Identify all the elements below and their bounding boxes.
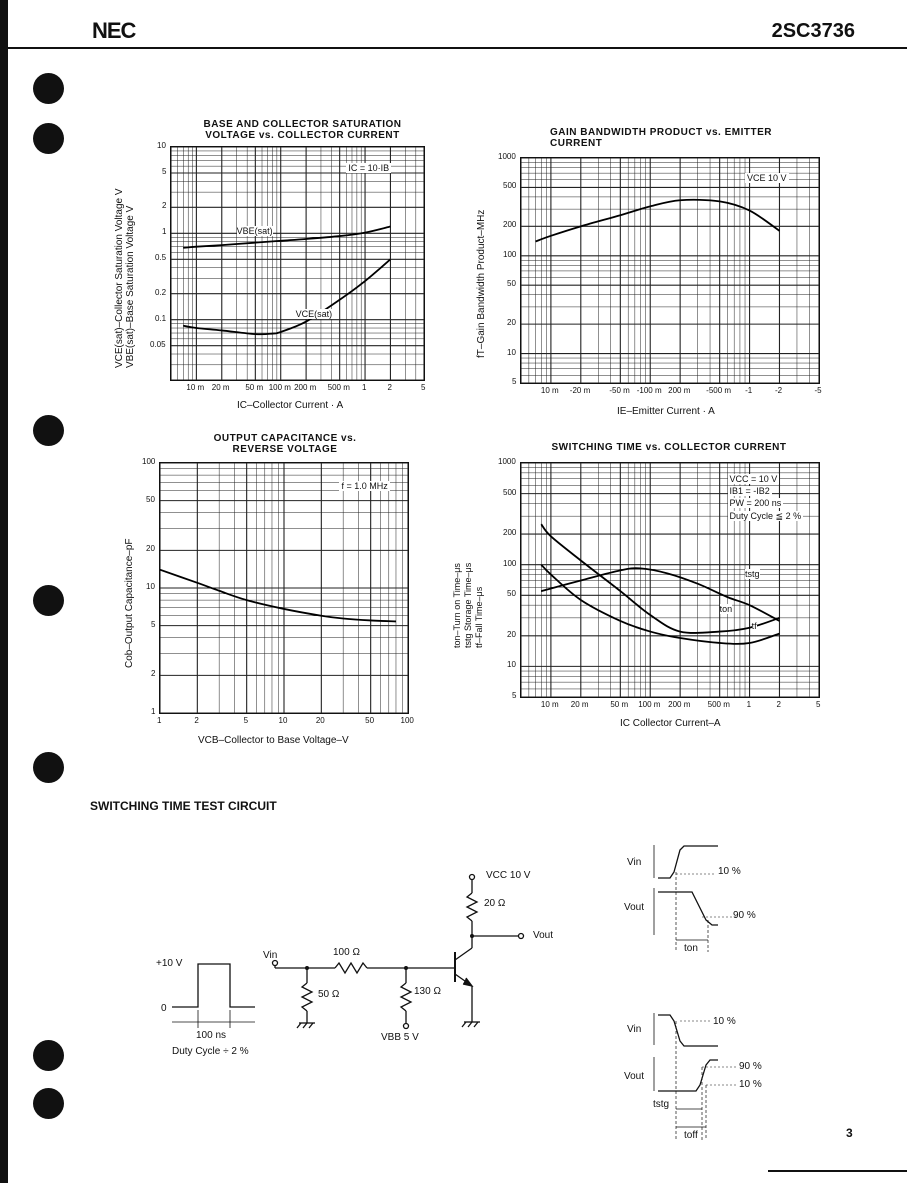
y-tick-label: 5 — [512, 691, 517, 700]
series-line-tf — [541, 565, 779, 644]
y-tick-label: 10 — [507, 347, 516, 357]
header-rule — [8, 47, 907, 49]
x-tick-label: 100 m — [638, 700, 661, 709]
chart-title-switching-time: SWITCHING TIME vs. COLLECTOR CURRENT — [551, 442, 787, 453]
punch-hole — [33, 752, 64, 783]
y-tick-label: 1 — [151, 707, 156, 716]
x-tick-label: -100 m — [636, 386, 662, 395]
series-label: tstg — [745, 569, 760, 580]
y-tick-label: 0.05 — [150, 339, 166, 349]
toff-90pct-label: 90 % — [739, 1061, 762, 1072]
y-tick-label: 0.1 — [155, 313, 167, 323]
x-tick-label: 500 m — [707, 700, 730, 709]
y-tick-label: 10 — [507, 660, 516, 670]
y-tick-label: 100 — [503, 558, 517, 568]
toff-waveform — [640, 1005, 770, 1150]
y-tick-label: 50 — [146, 494, 155, 504]
toff-10pct-label: 10 % — [713, 1016, 736, 1027]
series-label: ton — [719, 604, 733, 615]
toff-vin-label: Vin — [627, 1024, 642, 1035]
y-tick-label: 500 — [503, 487, 517, 497]
x-tick-label: 20 m — [211, 383, 230, 392]
x-axis-label-saturation: IC–Collector Current · A — [237, 400, 344, 411]
y-axis-label-saturation: VCE(sat)–Collector Saturation Voltage V VBE(sat)–Base Saturation Voltage V — [114, 188, 136, 368]
y-tick-label: 20 — [507, 318, 516, 328]
toff-10pct-label-2: 10 % — [739, 1079, 762, 1090]
x-tick-label: 1 — [157, 716, 162, 725]
pulse-low-label: 0 — [161, 1003, 167, 1014]
x-tick-label: -5 — [814, 386, 822, 395]
x-tick-label: 100 — [400, 716, 414, 725]
punch-hole — [33, 415, 64, 446]
x-tick-label: 2 — [776, 700, 781, 709]
y-axis-label-output-capacitance: Cob–Output Capacitance–pF — [124, 538, 135, 668]
x-tick-label: -500 m — [706, 386, 732, 395]
y-tick-label: 10 — [146, 582, 155, 591]
plot-gain-bandwidth — [520, 157, 820, 384]
vbb-label: VBB 5 V — [381, 1032, 419, 1043]
x-tick-label: 5 — [816, 700, 821, 709]
toff-vout-label: Vout — [624, 1071, 645, 1082]
x-tick-label: 10 m — [540, 386, 559, 395]
x-tick-label: 50 m — [245, 383, 264, 392]
y-tick-label: 2 — [151, 669, 156, 679]
left-binding-bar — [0, 0, 8, 1183]
series-line-2 — [160, 570, 396, 622]
x-axis-label-switching-time: IC Collector Current–A — [620, 718, 721, 729]
chart-title-saturation: BASE AND COLLECTOR SATURATION VOLTAGE vs. COLLECTOR CURRENT — [203, 119, 402, 141]
x-tick-label: -2 — [774, 386, 783, 395]
chart-svg-2 — [160, 463, 408, 713]
grid — [521, 158, 819, 383]
y-tick-label: 20 — [507, 629, 516, 639]
chart-annotation: VCC = 10 V — [729, 473, 778, 484]
vin-label: Vin — [263, 950, 278, 961]
series-label: VBE(sat) — [236, 226, 273, 237]
x-tick-label: -20 m — [569, 386, 591, 395]
chart-title-gain-bandwidth: GAIN BANDWIDTH PRODUCT vs. EMITTER CURRENT — [550, 127, 772, 149]
base-resistor-label: 130 Ω — [414, 986, 441, 997]
x-tick-label: 10 — [278, 716, 288, 725]
x-axis-label-gain-bandwidth: IE–Emitter Current · A — [617, 406, 715, 417]
punch-hole — [33, 123, 64, 154]
y-tick-label: 200 — [503, 528, 517, 538]
y-tick-label: 1000 — [498, 457, 516, 466]
plot-saturation — [170, 146, 425, 381]
chart-annotation: IB1 = -IB2 — [729, 485, 770, 496]
series-line-VCE(sat) — [183, 259, 390, 334]
x-tick-label: 5 — [421, 383, 426, 392]
x-tick-label: 1 — [746, 700, 752, 709]
y-axis-label-switching-time: ton–Turn on Time–μs tstg Storage Time–μs tf–Fall Time–μs — [452, 562, 484, 648]
x-tick-label: 200 m — [668, 700, 691, 709]
x-tick-label: 2 — [387, 383, 392, 392]
duty-cycle-label: Duty Cycle ÷ 2 % — [172, 1046, 249, 1057]
y-tick-label: 50 — [507, 589, 516, 599]
y-tick-label: 5 — [151, 619, 156, 629]
punch-hole — [33, 1040, 64, 1071]
chart-annotation: PW = 200 ns — [729, 498, 782, 509]
plot-switching-time — [520, 462, 820, 698]
grid — [160, 463, 408, 713]
series-line-1 — [536, 200, 780, 242]
chart-svg-0 — [171, 147, 424, 380]
footer-rule — [768, 1170, 907, 1172]
vcc-label: VCC 10 V — [486, 870, 531, 881]
x-tick-label: -50 m — [609, 386, 630, 395]
ton-10pct-label: 10 % — [718, 866, 741, 877]
x-tick-label: 2 — [194, 716, 199, 725]
series-line-tstg — [541, 568, 779, 621]
x-tick-label: 5 — [243, 716, 249, 725]
collector-resistor-label: 20 Ω — [484, 898, 506, 909]
punch-hole — [33, 1088, 64, 1119]
y-tick-label: 0.5 — [155, 253, 167, 263]
x-axis-label-output-capacitance: VCB–Collector to Base Voltage–V — [198, 735, 349, 746]
y-tick-label: 0.2 — [155, 287, 167, 297]
ton-90pct-label: 90 % — [733, 910, 756, 921]
x-tick-label: 20 m — [570, 700, 589, 709]
y-tick-label: 5 — [512, 377, 517, 386]
x-tick-label: 10 m — [540, 700, 559, 709]
punch-hole — [33, 73, 64, 104]
y-tick-label: 10 — [157, 141, 166, 150]
chart-title-output-capacitance: OUTPUT CAPACITANCE vs. REVERSE VOLTAGE — [213, 433, 357, 455]
pulse-high-label: +10 V — [156, 958, 183, 969]
brand-logo: NEC — [92, 18, 136, 43]
shunt-resistor-label: 50 Ω — [318, 989, 340, 1000]
vout-label: Vout — [533, 930, 554, 941]
chart-svg-1 — [521, 158, 819, 383]
tstg-label: tstg — [653, 1099, 670, 1110]
test-circuit-title: SWITCHING TIME TEST CIRCUIT — [90, 799, 277, 813]
ton-waveform — [640, 840, 770, 960]
y-tick-label: 20 — [146, 544, 155, 554]
x-tick-label: 100 m — [268, 383, 291, 392]
y-tick-label: 100 — [142, 457, 156, 466]
y-axis-label-gain-bandwidth: fT–Gain Bandwidth Product–MHz — [476, 209, 487, 358]
y-tick-label: 1 — [162, 227, 167, 237]
part-number: 2SC3736 — [771, 20, 855, 42]
y-tick-label: 50 — [507, 279, 516, 289]
punch-hole — [33, 585, 64, 616]
ton-vout-label: Vout — [624, 902, 645, 913]
series-line-ton — [541, 524, 779, 633]
plot-output-capacitance — [159, 462, 409, 714]
ton-vin-label: Vin — [627, 857, 642, 868]
y-tick-label: 200 — [503, 220, 517, 230]
x-tick-label: 200 m — [668, 386, 691, 395]
page-number: 3 — [846, 1126, 853, 1140]
series-label: VCE(sat) — [295, 308, 333, 319]
x-tick-label: 10 m — [186, 383, 205, 392]
x-tick-label: 20 — [315, 716, 325, 725]
ton-label: ton — [684, 943, 698, 954]
chart-annotation: IC = 10·IB — [348, 163, 390, 174]
x-tick-label: 50 — [365, 716, 375, 725]
chart-annotation: Duty Cycle ≦ 2 % — [729, 510, 802, 521]
y-tick-label: 500 — [503, 181, 517, 191]
x-tick-label: 1 — [362, 383, 367, 392]
y-tick-label: 100 — [503, 249, 517, 259]
series-label: tf — [751, 620, 757, 631]
toff-label: toff — [684, 1130, 698, 1141]
chart-annotation: f = 1.0 MHz — [341, 480, 388, 491]
x-tick-label: 200 m — [294, 383, 317, 392]
chart-annotation: VCE 10 V — [747, 173, 787, 184]
y-tick-label: 1000 — [498, 152, 516, 161]
pulse-width-label: 100 ns — [196, 1030, 227, 1041]
y-tick-label: 5 — [162, 166, 167, 176]
x-tick-label: -1 — [745, 386, 753, 395]
x-tick-label: 50 m — [610, 700, 629, 709]
series-resistor-label: 100 Ω — [333, 947, 360, 958]
y-tick-label: 2 — [162, 201, 167, 211]
x-tick-label: 500 m — [327, 383, 350, 392]
